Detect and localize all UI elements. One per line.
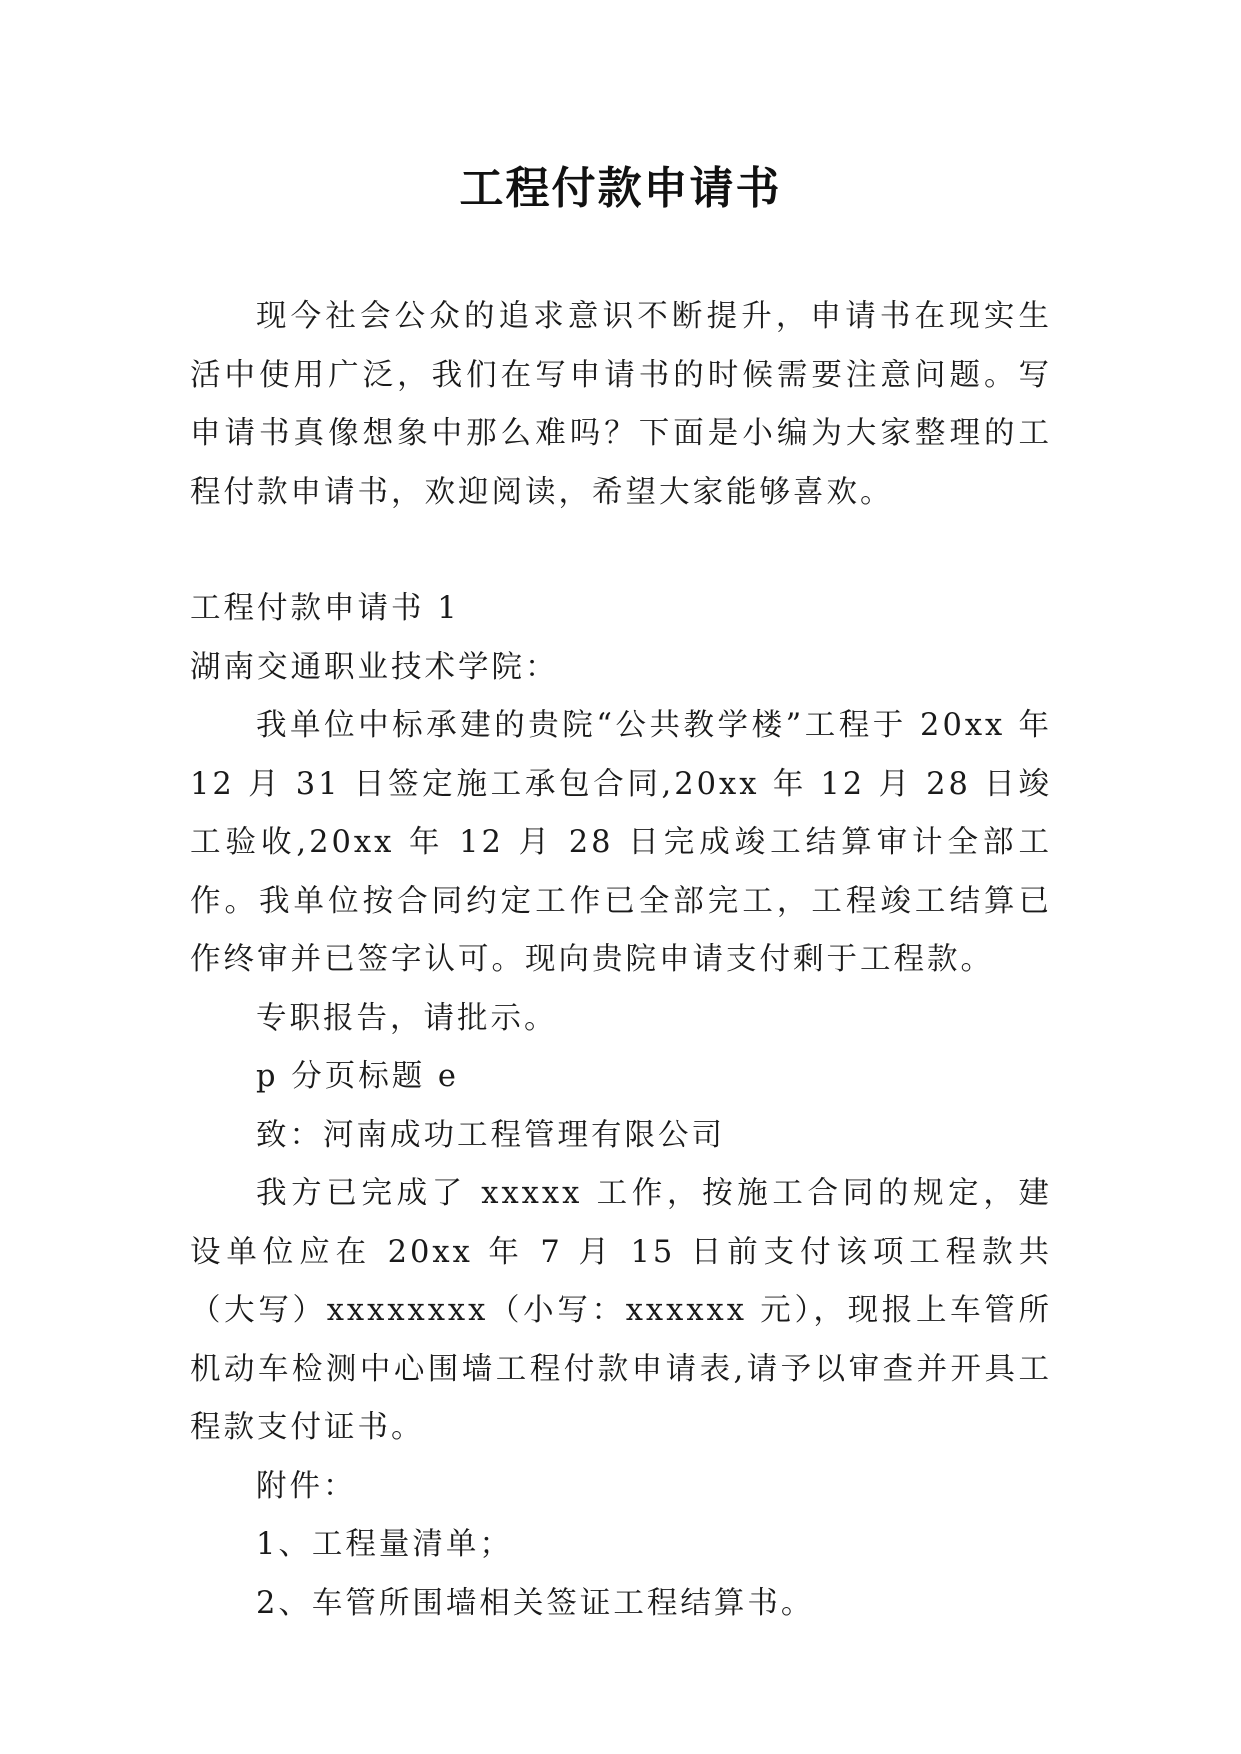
addressee-line: 湖南交通职业技术学院： bbox=[190, 649, 559, 685]
report-line: 专职报告，请批示。 bbox=[256, 1000, 558, 1036]
attachment-item-2: 2、车管所围墙相关签证工程结算书。 bbox=[256, 1585, 815, 1621]
body-paragraph-1: 我单位中标承建的贵院“公共教学楼”工程于 20xx 年 12 月 31 日签定施工承包合同,20xx 年 12 月 28 日竣工验收,20xx 年 12 月 28 日完成竣工结算审计全部工作。我单位按合同约定工作已全部完工，工程竣工结算已作终审并已签字认可。现向贵院申请支付剩于工程款。 bbox=[190, 708, 1052, 977]
document-title: 工程付款申请书 bbox=[459, 163, 782, 214]
attachment-item-1: 1、工程量清单； bbox=[256, 1527, 513, 1562]
page-break-label: p 分页标题 e bbox=[256, 1059, 459, 1094]
paragraph-spacer bbox=[190, 522, 1052, 580]
to-line: 致：河南成功工程管理有限公司 bbox=[256, 1117, 725, 1153]
document-body bbox=[190, 288, 1052, 1633]
section-heading: 工程付款申请书 1 bbox=[190, 591, 460, 626]
intro-paragraph: 现今社会公众的追求意识不断提升，申请书在现实生活中使用广泛，我们在写申请书的时候需要注意问题。写申请书真像想象中那么难吗？下面是小编为大家整理的工程付款申请书，欢迎阅读，希望大家能够喜欢。 bbox=[190, 299, 1052, 510]
body-paragraph-2: 我方已完成了 xxxxx 工作，按施工合同的规定，建设单位应在 20xx 年 7 月 15 日前支付该项工程款共（大写）xxxxxxxx（小写：xxxxxx 元），现报上车管所机动车检测中心围墙工程付款申请表,请予以审查并开具工程款支付证书。 bbox=[190, 1176, 1052, 1445]
attachments-label: 附件： bbox=[256, 1468, 357, 1504]
